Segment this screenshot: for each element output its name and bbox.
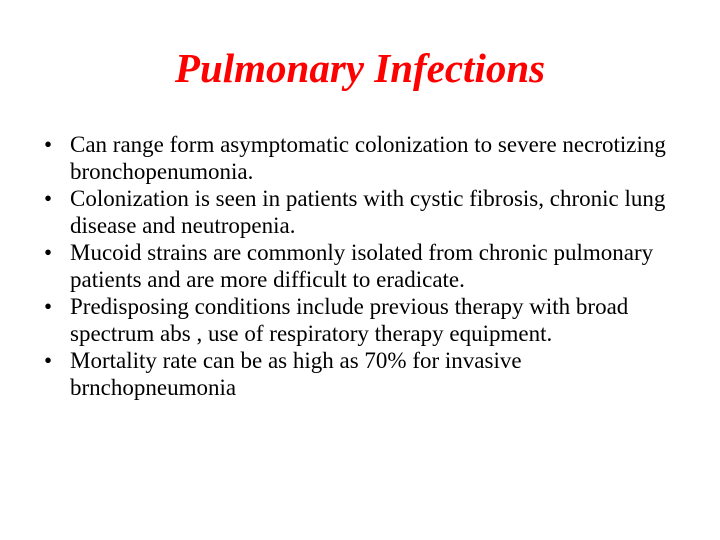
bullet-text: Can range form asymptomatic colonization to severe necrotizing bronchopenumonia.: [70, 132, 666, 184]
bullet-item: [44, 347, 684, 401]
bullet-icon: •: [44, 294, 53, 319]
bullet-item: [44, 185, 684, 239]
bullet-list: [44, 131, 684, 401]
bullet-icon: •: [44, 132, 53, 157]
bullet-icon: •: [44, 186, 53, 211]
bullet-item: [44, 239, 684, 293]
bullet-item: [44, 293, 684, 347]
bullet-item: [44, 131, 684, 185]
bullet-icon: •: [44, 240, 53, 265]
bullet-text: Mucoid strains are commonly isolated from chronic pulmonary patients and are more difficult to eradicate.: [70, 240, 654, 292]
slide-title: Pulmonary Infections: [174, 45, 546, 91]
bullet-icon: •: [44, 348, 53, 373]
bullet-text: Mortality rate can be as high as 70% for invasive brnchopneumonia: [70, 348, 522, 400]
bullet-text: Predisposing conditions include previous therapy with broad spectrum abs , use of respiratory therapy equipment.: [70, 294, 629, 346]
bullet-text: Colonization is seen in patients with cystic fibrosis, chronic lung disease and neutropenia.: [70, 186, 666, 238]
